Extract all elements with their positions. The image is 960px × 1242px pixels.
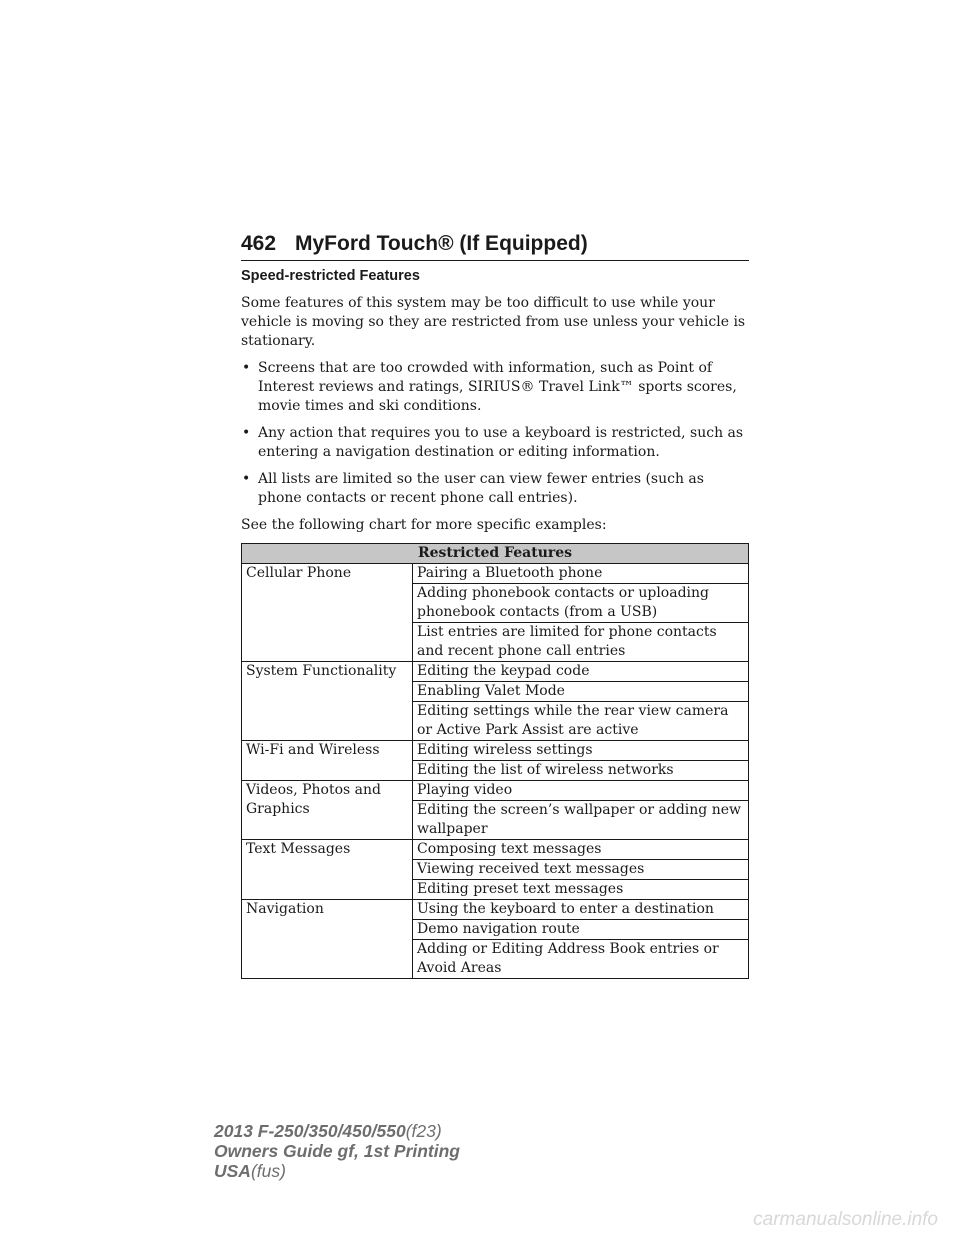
feature-cell: Enabling Valet Mode bbox=[413, 682, 749, 702]
feature-cell: Editing the screen’s wallpaper or adding new wallpaper bbox=[413, 801, 749, 840]
footer-line-3 bbox=[214, 1161, 460, 1181]
feature-cell: Pairing a Bluetooth phone bbox=[413, 564, 749, 584]
feature-cell: Viewing received text messages bbox=[413, 860, 749, 880]
footer-line-1 bbox=[214, 1121, 460, 1141]
bullet-text: Any action that requires you to use a keyboard is restricted, such as entering a navigation destination or editing information. bbox=[258, 425, 744, 460]
footer-market-code: (fus) bbox=[250, 1161, 286, 1181]
bullet-list bbox=[241, 359, 749, 508]
table-row bbox=[242, 781, 749, 801]
feature-cell: Editing settings while the rear view camera or Active Park Assist are active bbox=[413, 702, 749, 741]
feature-cell: Demo navigation route bbox=[413, 920, 749, 940]
footer-model: 2013 F-250/350/450/550 bbox=[214, 1121, 406, 1141]
table-header: Restricted Features bbox=[242, 544, 749, 564]
feature-cell: Editing wireless settings bbox=[413, 741, 749, 761]
footer-code: (f23) bbox=[405, 1121, 442, 1141]
page-number: 462 bbox=[241, 232, 277, 255]
chapter-title: MyFord Touch® (If Equipped) bbox=[295, 232, 588, 255]
bullet-dot-icon: • bbox=[242, 425, 251, 441]
chart-intro: See the following chart for more specific examples: bbox=[241, 517, 607, 533]
section-heading: Speed-restricted Features bbox=[241, 268, 420, 284]
bullet-item bbox=[241, 359, 749, 416]
main-content bbox=[241, 267, 749, 979]
feature-cell: List entries are limited for phone contacts and recent phone call entries bbox=[413, 623, 749, 662]
feature-cell: Editing the keypad code bbox=[413, 662, 749, 682]
footer-market: USA bbox=[214, 1161, 251, 1181]
intro-paragraph: Some features of this system may be too difficult to use while your vehicle is moving so they are restricted from use unless your vehicle is stationary. bbox=[241, 295, 746, 349]
bullet-dot-icon: • bbox=[242, 360, 251, 376]
table-header-row bbox=[242, 544, 749, 564]
feature-cell: Playing video bbox=[413, 781, 749, 801]
bullet-item bbox=[241, 424, 749, 462]
feature-cell: Adding or Editing Address Book entries or Avoid Areas bbox=[413, 940, 749, 979]
category-cell: Cellular Phone bbox=[242, 564, 413, 662]
page-footer bbox=[214, 1121, 460, 1181]
table-row bbox=[242, 900, 749, 920]
restricted-features-table bbox=[241, 543, 749, 979]
footer-line-2: Owners Guide gf, 1st Printing bbox=[214, 1141, 460, 1161]
category-cell: Wi-Fi and Wireless bbox=[242, 741, 413, 781]
bullet-item bbox=[241, 470, 749, 508]
category-cell: System Functionality bbox=[242, 662, 413, 741]
watermark: carmanualsonline.info bbox=[753, 1209, 938, 1230]
table-row bbox=[242, 741, 749, 761]
table-row bbox=[242, 662, 749, 682]
feature-cell: Composing text messages bbox=[413, 840, 749, 860]
page-header bbox=[241, 232, 749, 261]
category-cell: Videos, Photos and Graphics bbox=[242, 781, 413, 840]
category-cell: Text Messages bbox=[242, 840, 413, 900]
table-row bbox=[242, 564, 749, 584]
bullet-text: Screens that are too crowded with information, such as Point of Interest reviews and ratings, SIRIUS® Travel Link™ sports scores, movie times and ski conditions. bbox=[258, 360, 737, 414]
table-row bbox=[242, 840, 749, 860]
feature-cell: Editing preset text messages bbox=[413, 880, 749, 900]
bullet-text: All lists are limited so the user can view fewer entries (such as phone contacts or recent phone call entries). bbox=[258, 471, 704, 506]
feature-cell: Editing the list of wireless networks bbox=[413, 761, 749, 781]
category-cell: Navigation bbox=[242, 900, 413, 979]
feature-cell: Adding phonebook contacts or uploading phonebook contacts (from a USB) bbox=[413, 584, 749, 623]
bullet-dot-icon: • bbox=[242, 471, 251, 487]
feature-cell: Using the keyboard to enter a destination bbox=[413, 900, 749, 920]
